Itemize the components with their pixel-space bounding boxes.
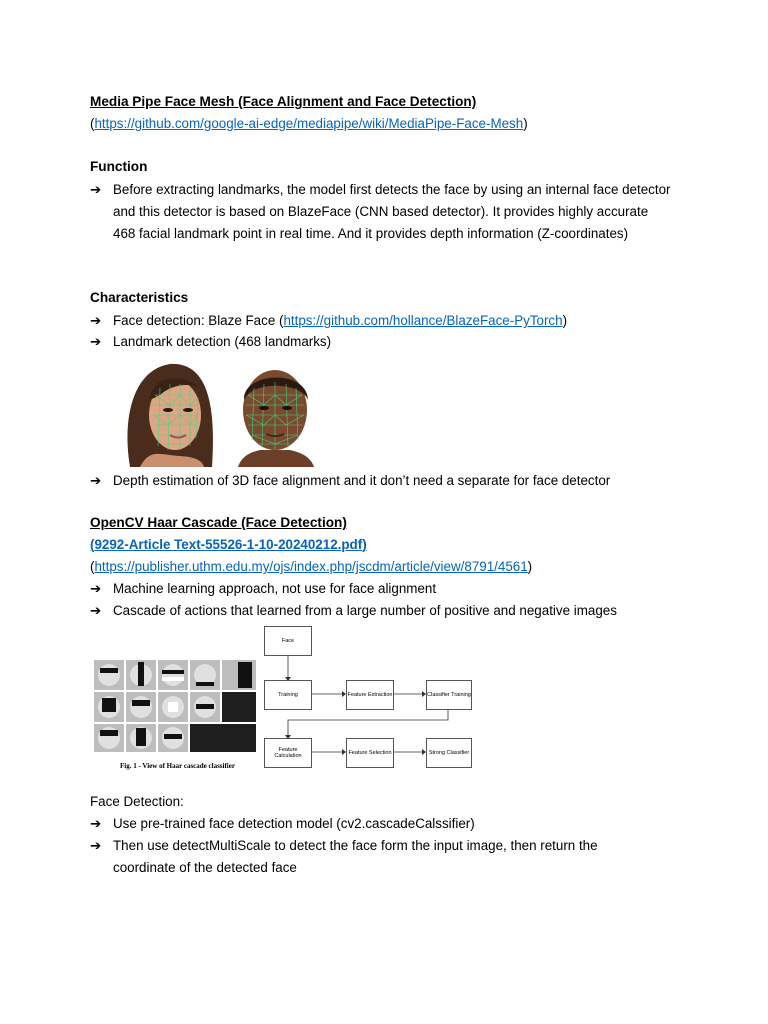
list-item: ➔ Cascade of actions that learned from a large number of positive and negative images bbox=[90, 600, 710, 622]
face-mesh-image-woman bbox=[120, 360, 222, 467]
arrow-right-icon: ➔ bbox=[90, 313, 102, 328]
arrow-right-icon: ➔ bbox=[90, 182, 102, 197]
section-title-mediapipe: Media Pipe Face Mesh (Face Alignment and Face Detection) bbox=[90, 94, 477, 109]
list-item: ➔ Depth estimation of 3D face alignment and it don’t need a separate for face detector bbox=[90, 470, 710, 492]
characteristics-heading: Characteristics bbox=[90, 290, 189, 305]
list-item: ➔ Then use detectMultiScale to detect the face form the input image, then return the coordinate of the detected face bbox=[90, 835, 670, 879]
arrow-right-icon: ➔ bbox=[90, 838, 102, 853]
list-item: ➔ Use pre-trained face detection model (cv2.cascadeCalssifier) bbox=[90, 813, 690, 835]
flow-box-training: Training bbox=[264, 680, 312, 710]
mediapipe-link[interactable]: https://github.com/google-ai-edge/mediapipe/wiki/MediaPipe-Face-Mesh bbox=[94, 116, 524, 131]
haar-features-image bbox=[92, 658, 258, 758]
flow-box-face: Face bbox=[264, 626, 312, 656]
article-link[interactable]: https://publisher.uthm.edu.my/ojs/index.php/jscdm/article/view/8791/4561 bbox=[94, 559, 528, 574]
list-item: ➔ Before extracting landmarks, the model first detects the face by using an internal face detector and this detector is based on BlazeFace (CNN based detector). It provides highly accurate 468 facial landmark point in real time. And it provides depth information (Z-coordinates) bbox=[90, 179, 670, 267]
list-item: ➔ Landmark detection (468 landmarks) bbox=[90, 331, 690, 353]
mediapipe-link-line: (https://github.com/google-ai-edge/mediapipe/wiki/MediaPipe-Face-Mesh) bbox=[90, 116, 528, 131]
arrow-right-icon: ➔ bbox=[90, 603, 102, 618]
flow-box-feature-extraction: Feature Extraction bbox=[346, 680, 394, 710]
arrow-right-icon: ➔ bbox=[90, 581, 102, 596]
list-item: ➔ Face detection: Blaze Face (https://github.com/hollance/BlazeFace-PyTorch) bbox=[90, 310, 690, 332]
flow-box-feature-calculation: Feature Calculation bbox=[264, 738, 312, 768]
article-link-line: (https://publisher.uthm.edu.my/ojs/index.php/jscdm/article/view/8791/4561) bbox=[90, 559, 533, 574]
flow-box-classifier-training: Classifier Training bbox=[426, 680, 472, 710]
pdf-link[interactable]: 9292-Article Text-55526-1-10-20240212.pdf bbox=[94, 537, 363, 552]
pdf-link-line: (9292-Article Text-55526-1-10-20240212.pdf) bbox=[90, 537, 367, 552]
face-detection-label: Face Detection: bbox=[90, 794, 184, 809]
section-title-opencv: OpenCV Haar Cascade (Face Detection) bbox=[90, 515, 347, 530]
arrow-right-icon: ➔ bbox=[90, 473, 102, 488]
figure-caption: Fig. 1 - View of Haar cascade classifier bbox=[120, 762, 235, 770]
arrow-right-icon: ➔ bbox=[90, 334, 102, 349]
function-heading: Function bbox=[90, 159, 148, 174]
flow-box-strong-classifier: Strong Classifier bbox=[426, 738, 472, 768]
face-mesh-image-man bbox=[232, 360, 318, 467]
haar-flowchart bbox=[262, 624, 472, 772]
list-item: ➔ Machine learning approach, not use for face alignment bbox=[90, 578, 690, 600]
blazeface-link[interactable]: https://github.com/hollance/BlazeFace-PyTorch bbox=[283, 313, 563, 328]
flow-box-feature-selection: Feature Selection bbox=[346, 738, 394, 768]
arrow-right-icon: ➔ bbox=[90, 816, 102, 831]
